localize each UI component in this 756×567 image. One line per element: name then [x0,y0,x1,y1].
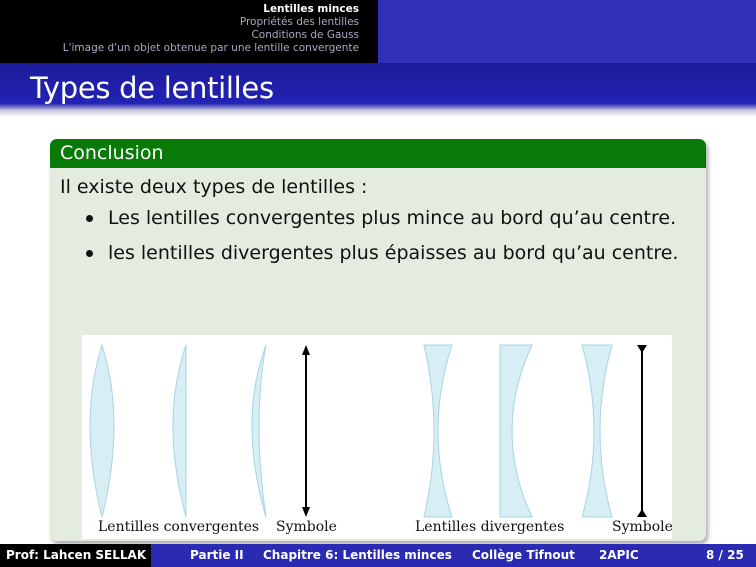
nav-item-proprietes[interactable]: Propriétés des lentilles [239,16,359,28]
nav-item-lentilles-minces[interactable]: Lentilles minces [263,3,359,15]
footer-info-panel [151,544,756,567]
block-title: Conclusion [60,142,164,164]
plano-convex-lens-icon [173,345,186,517]
nav-item-conditions-gauss[interactable]: Conditions de Gauss [251,29,359,41]
bullet-icon [86,215,93,222]
meniscus-converging-lens-icon [252,345,266,517]
footer-school: Collège Tifnout [472,548,575,562]
caption-diverging: Lentilles divergentes [415,519,565,535]
lens-diagram [82,335,672,539]
header-right-panel [378,0,756,63]
list-item [60,239,700,268]
list-item [60,204,700,233]
biconvex-lens-icon [90,345,114,517]
bullet-text: Les lentilles convergentes plus mince au bord qu’au centre. [108,207,677,229]
footer-bar [0,544,756,567]
footer-part: Partie II [190,548,244,562]
caption-symbol-converging: Symbole [276,519,337,535]
footer-chapter: Chapitre 6: Lentilles minces [263,548,452,562]
converging-symbol-icon [302,345,310,517]
header-navigation-bar [0,0,756,63]
header-left-panel [0,0,378,63]
footer-page-number[interactable]: 8 / 25 [706,548,744,562]
footer-author-panel [0,544,151,567]
caption-converging: Lentilles convergentes [98,519,260,535]
footer-author: Prof: Lahcen SELLAK [6,548,147,562]
bullet-icon [86,250,93,257]
footer-level: 2APIC [599,548,639,562]
nav-item-image-objet[interactable]: L'image d'un objet obtenue par une lentille convergente [62,42,359,54]
caption-symbol-diverging: Symbole [612,519,673,535]
block-body [60,175,700,274]
meniscus-diverging-lens-icon [582,345,612,517]
frame-title-bar [0,63,756,117]
lens-types-figure [82,335,672,539]
bullet-text: les lentilles divergentes plus épaisses au bord qu’au centre. [108,242,679,264]
intro-text: Il existe deux types de lentilles : [60,176,368,198]
diverging-symbol-icon [637,345,647,517]
block-header [50,139,706,168]
section-navigation [63,3,359,55]
bullet-list [60,204,700,268]
biconcave-lens-icon [424,345,452,517]
plano-concave-lens-icon [500,345,532,517]
page-title: Types de lentilles [30,71,274,105]
